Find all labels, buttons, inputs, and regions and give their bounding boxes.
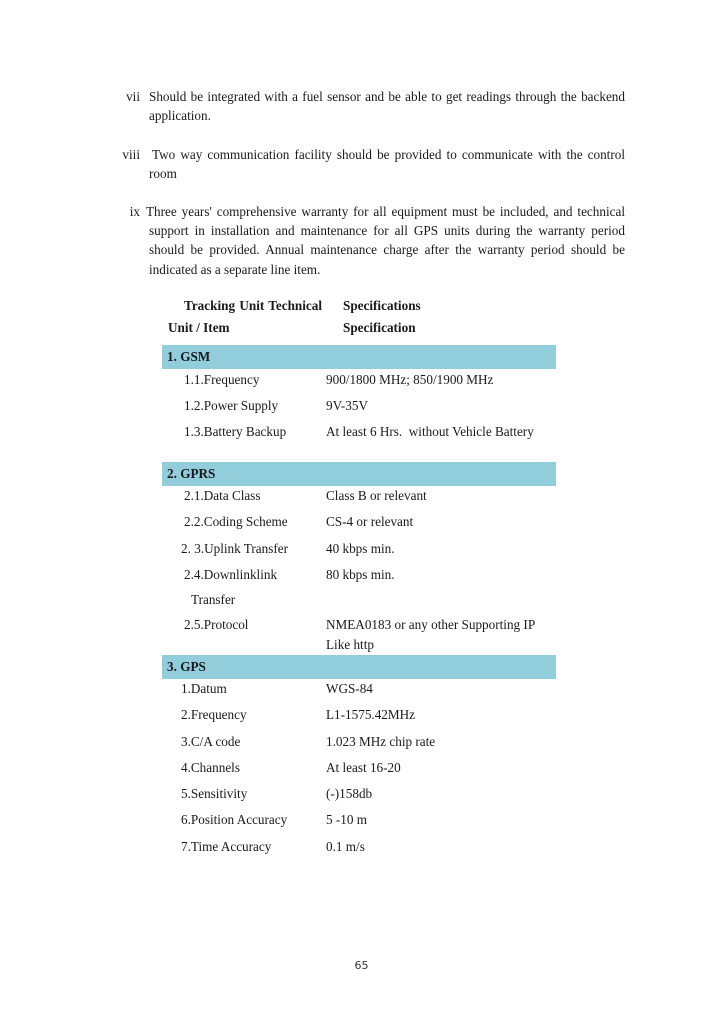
- row-item: 2.2.Coding Scheme: [184, 514, 288, 529]
- section-title: 1. GSM: [167, 349, 211, 364]
- list-numeral: vii: [126, 89, 140, 104]
- row-spec: 5 -10 m: [326, 812, 368, 827]
- row-spec: WGS-84: [326, 681, 373, 696]
- row-spec: 9V-35V: [326, 398, 369, 413]
- section-title: 3. GPS: [167, 659, 206, 674]
- row-item: 1.1.Frequency: [184, 372, 260, 387]
- list-text-line: room: [149, 166, 177, 181]
- row-spec: At least 6 Hrs. without Vehicle Battery: [326, 424, 534, 439]
- row-item: 1.Datum: [181, 681, 227, 696]
- row-item-continued: Transfer: [191, 592, 236, 607]
- row-spec: 40 kbps min.: [326, 541, 395, 556]
- list-text-line: indicated as a separate line item.: [149, 262, 321, 277]
- row-spec: 1.023 MHz chip rate: [326, 734, 436, 749]
- row-spec: 0.1 m/s: [326, 839, 365, 854]
- row-item: 4.Channels: [181, 760, 240, 775]
- table-title: Tracking Unit Technical: [184, 298, 323, 313]
- list-text-line: Two way communication facility should be provided to communicate with the control: [152, 147, 625, 162]
- column-header-spec: Specification: [343, 320, 416, 335]
- row-spec: (-)158db: [326, 786, 373, 801]
- row-item: 3.C/A code: [181, 734, 241, 749]
- column-header-item: Unit / Item: [168, 320, 230, 335]
- section-header-gsm: [162, 345, 556, 369]
- list-text-line: Should be integrated with a fuel sensor and be able to get readings through the backend: [149, 89, 625, 104]
- row-item: 7.Time Accuracy: [181, 839, 272, 854]
- row-item: 2.5.Protocol: [184, 617, 249, 632]
- list-text-line: application.: [149, 108, 211, 123]
- table-title-right: Specifications: [343, 298, 421, 313]
- row-spec-continued: Like http: [326, 637, 374, 652]
- row-item: 1.2.Power Supply: [184, 398, 279, 413]
- list-numeral: ix: [129, 204, 140, 219]
- row-spec: NMEA0183 or any other Supporting IP: [326, 617, 536, 632]
- section-title: 2. GPRS: [167, 466, 216, 481]
- row-item: 5.Sensitivity: [181, 786, 248, 801]
- section-header-gps: [162, 655, 556, 679]
- list-text-line: should be provided. Annual maintenance charge after the warranty period should be: [149, 242, 625, 257]
- section-header-gprs: [162, 462, 556, 486]
- row-spec: Class B or relevant: [326, 488, 427, 503]
- row-spec: At least 16-20: [326, 760, 401, 775]
- row-item: 6.Position Accuracy: [181, 812, 288, 827]
- list-text-line: Three years' comprehensive warranty for all equipment must be included, and technical: [146, 204, 625, 219]
- row-item: 2.Frequency: [181, 707, 247, 722]
- row-item: 2. 3.Uplink Transfer: [181, 541, 288, 556]
- row-item: 1.3.Battery Backup: [184, 424, 287, 439]
- row-spec: 80 kbps min.: [326, 567, 395, 582]
- row-spec: L1-1575.42MHz: [326, 707, 416, 722]
- row-spec: 900/1800 MHz; 850/1900 MHz: [326, 372, 494, 387]
- row-spec: CS-4 or relevant: [326, 514, 414, 529]
- row-item: 2.1.Data Class: [184, 488, 261, 503]
- page-number: 65: [354, 959, 369, 972]
- list-numeral: viii: [122, 147, 140, 162]
- row-item: 2.4.Downlinklink: [184, 567, 278, 582]
- list-text-line: support in installation and maintenance for all GPS units during the warranty period: [149, 223, 625, 238]
